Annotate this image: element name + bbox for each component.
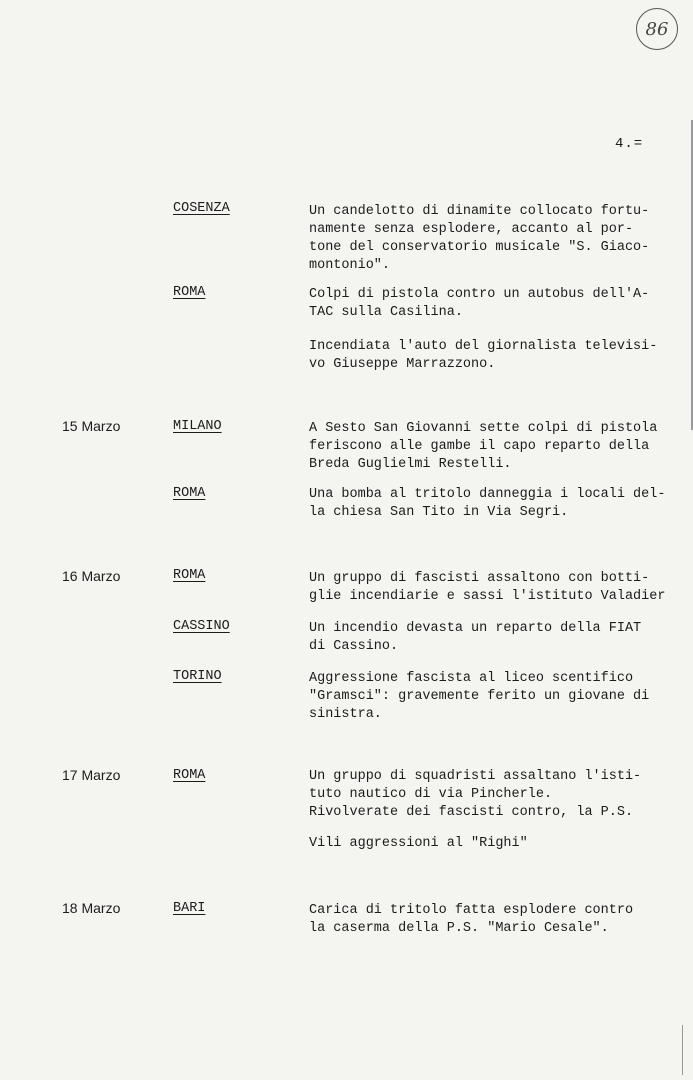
entry-city: ROMA (173, 486, 206, 501)
entry-city: ROMA (173, 285, 206, 300)
entry-description: Incendiata l'auto del giornalista televisi- vo Giuseppe Marrazzono. (309, 339, 658, 372)
entry-description: Una bomba al tritolo danneggia i locali del- la chiesa San Tito in Via Segri. (309, 487, 666, 520)
entry-description: Un gruppo di fascisti assaltono con botti- glie incendiarie e sassi l'istituto Valadier (309, 571, 666, 604)
entry-date: 16 Marzo (62, 568, 121, 584)
entry-date: 18 Marzo (62, 900, 121, 916)
entry-city: MILANO (173, 419, 222, 434)
entry-city: ROMA (173, 768, 206, 783)
entry-city: COSENZA (173, 201, 230, 216)
scan-edge-mark (682, 1025, 683, 1075)
entry-city: CASSINO (173, 619, 230, 634)
entry-city: ROMA (173, 568, 206, 583)
entry-date: 17 Marzo (62, 767, 121, 783)
entry-description: Un gruppo di squadristi assaltano l'isti- tuto nautico di via Pincherle. Rivolverate dei fascisti contro, la P.S. (309, 769, 642, 820)
archive-stamp: 86 (636, 8, 678, 50)
entry-date: 15 Marzo (62, 418, 121, 434)
entry-description: Un candelotto di dinamite collocato fortu- namente senza esplodere, accanto al por- tone del conservatorio musicale "S. Giaco- montonio". (309, 204, 650, 273)
entry-description: Vili aggressioni al "Righi" (309, 836, 528, 851)
page-number: 4.= (615, 136, 644, 152)
entry-description: A Sesto San Giovanni sette colpi di pistola feriscono alle gambe il capo reparto della Breda Guglielmi Restelli. (309, 421, 658, 472)
entry-description: Colpi di pistola contro un autobus dell'A- TAC sulla Casilina. (309, 287, 650, 320)
entry-city: TORINO (173, 669, 222, 684)
entry-description: Carica di tritolo fatta esplodere contro la caserma della P.S. "Mario Cesale". (309, 903, 634, 936)
entry-description: Un incendio devasta un reparto della FIAT di Cassino. (309, 621, 642, 654)
entry-description: Aggressione fascista al liceo scentifico "Gramsci": gravemente ferito un giovane di sinistra. (309, 671, 650, 722)
entry-city: BARI (173, 901, 206, 916)
